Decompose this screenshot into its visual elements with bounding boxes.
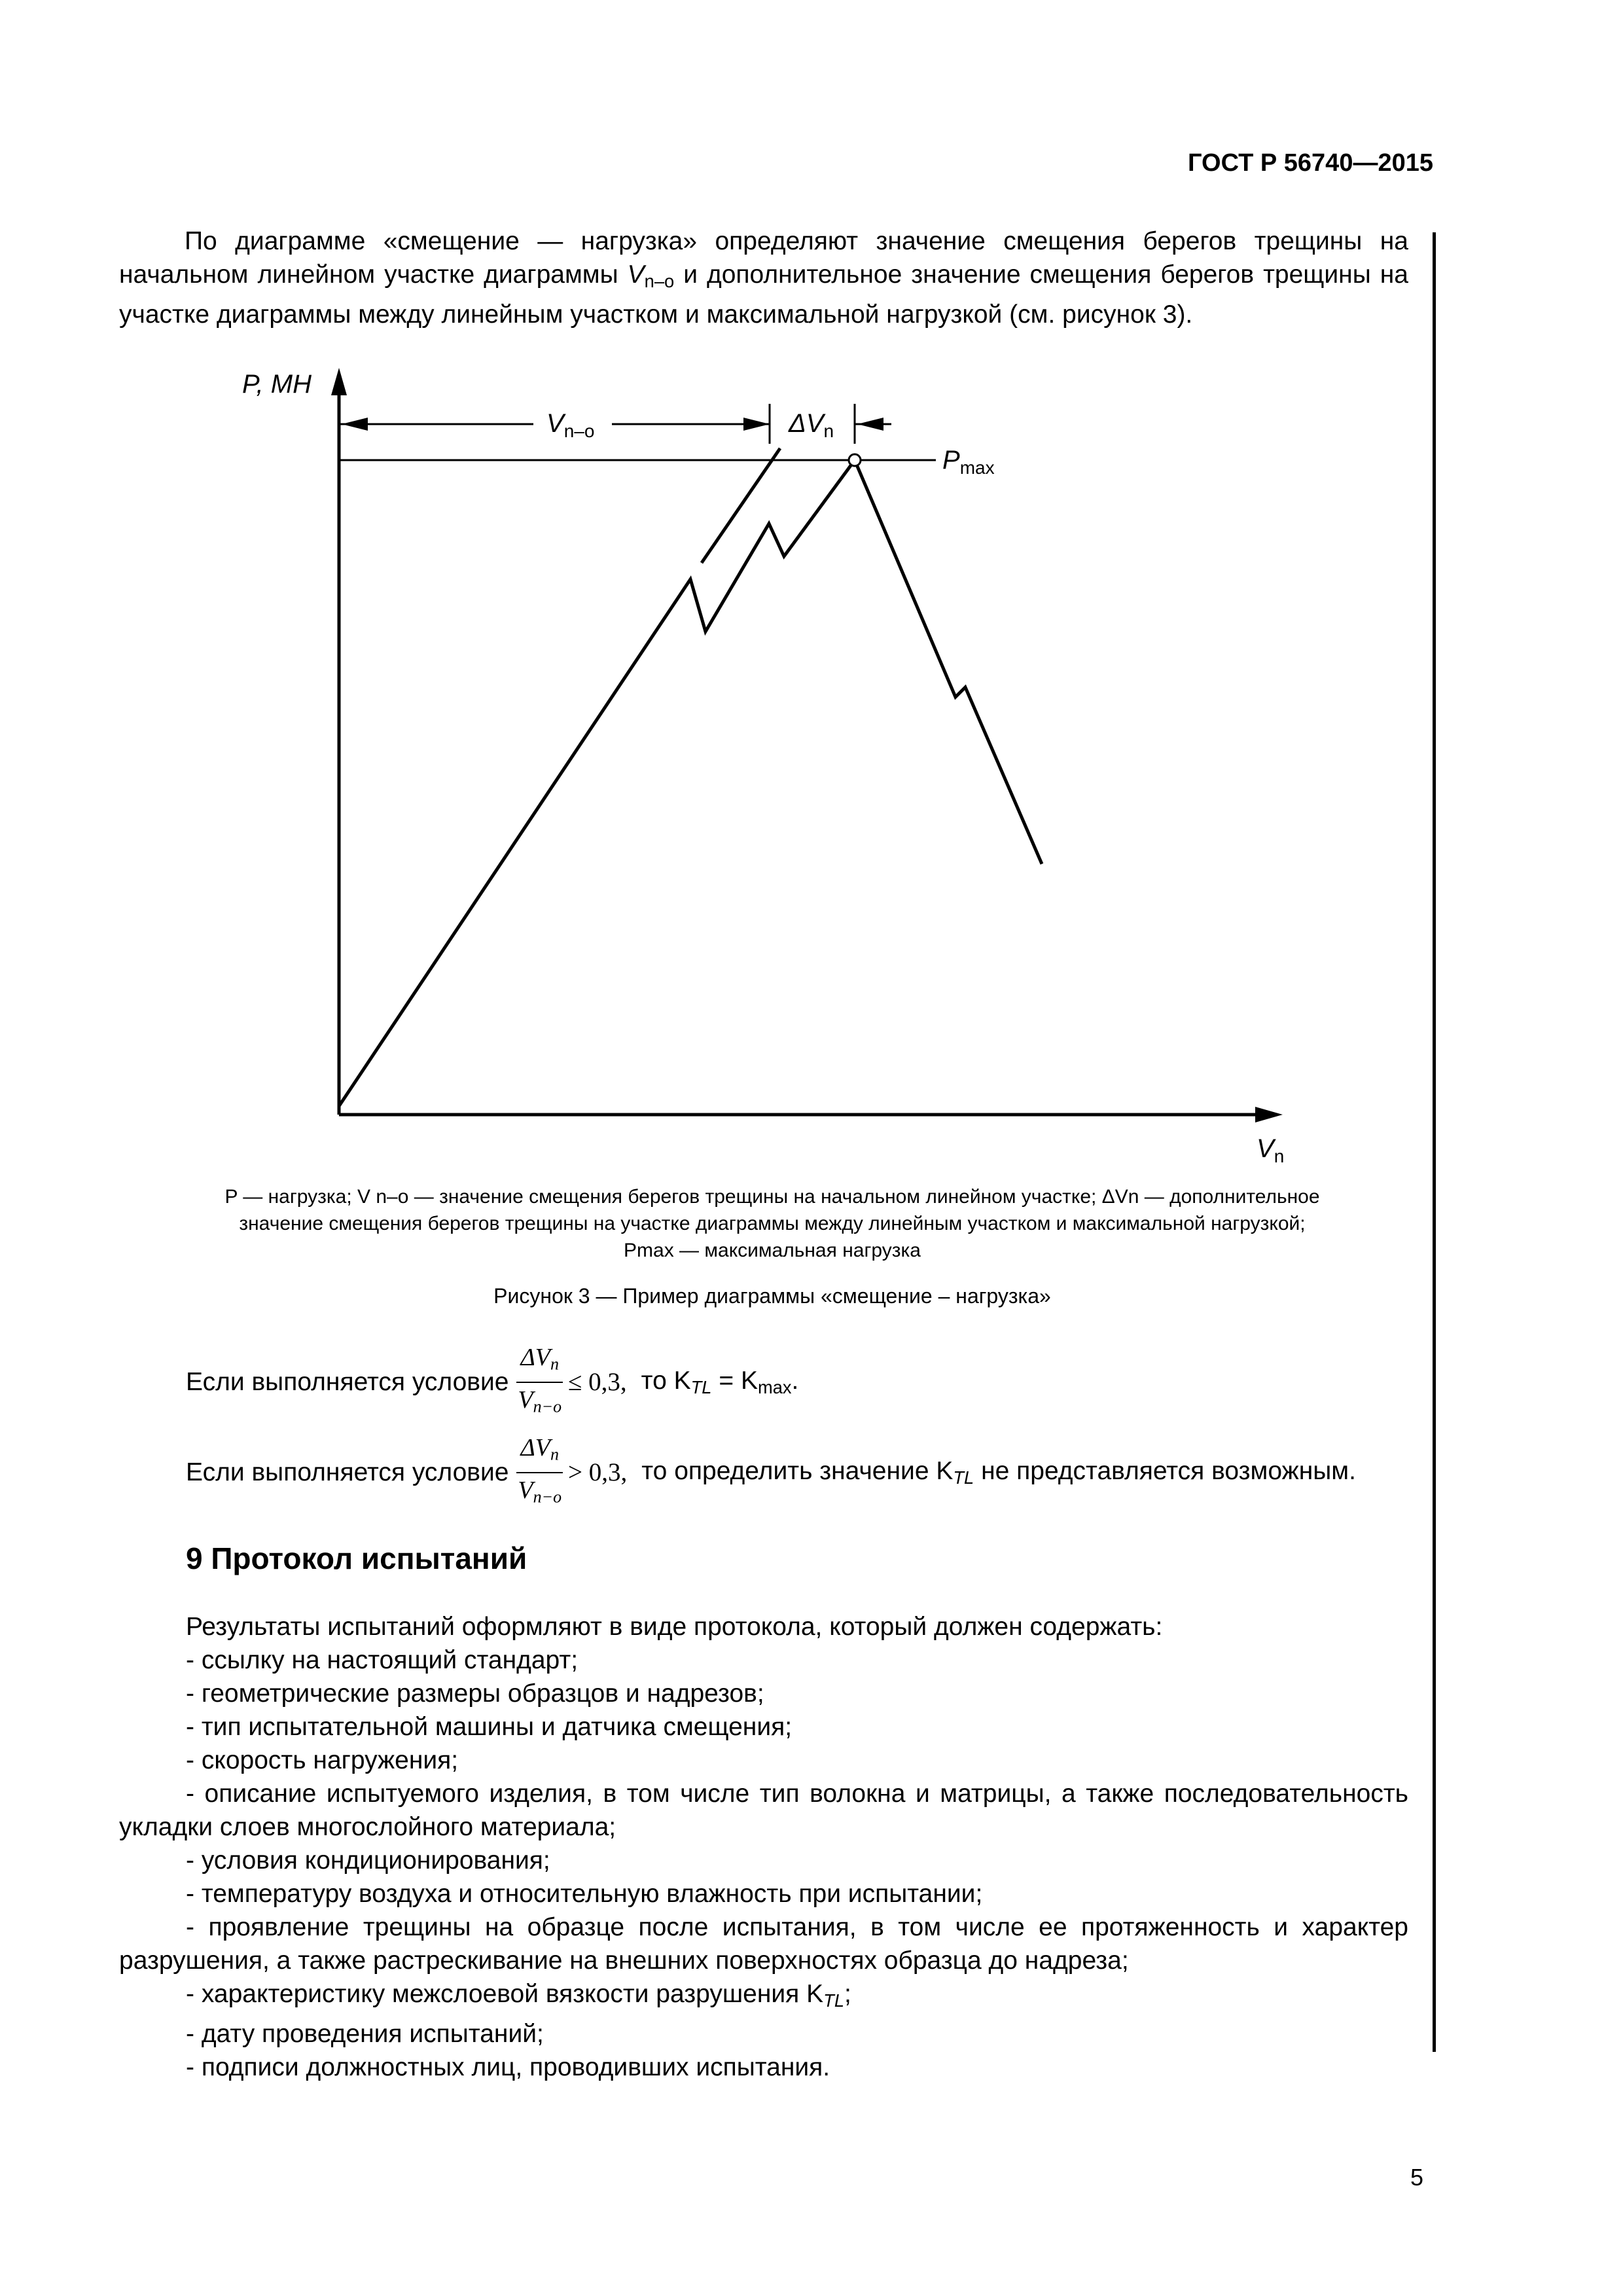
legend-line-1: P — нагрузка; V n–o — значение смещения берегов трещины на начальном линейном участке; ΔVn — дополнительное (224, 1186, 1320, 1208)
condition-2-prefix: Если выполняется условие (186, 1458, 509, 1486)
document-header: ГОСТ Р 56740—2015 (1188, 149, 1433, 177)
protocol-list (119, 1610, 1408, 2084)
fraction-numerator: $\Delta V_n$ (516, 1343, 563, 1383)
x-axis-arrow (1255, 1107, 1283, 1122)
list-item: - геометрические размеры образцов и надрезов; (186, 1679, 764, 1708)
vno-arrow-right (743, 418, 770, 431)
vno-label: $V_{n-o}$ (546, 409, 595, 441)
page-number: 5 (1410, 2164, 1424, 2191)
legend-line-2: значение смещения берегов трещины на участке диаграммы между линейным участком и максимальной нагрузкой; (239, 1213, 1306, 1234)
intro-v-subscript: n–o (644, 270, 675, 291)
list-item: - тип испытательной машины и датчика смещения; (186, 1713, 793, 1741)
condition-1 (186, 1343, 798, 1421)
dvn-label: $\Delta V_n$ (789, 409, 834, 441)
list-item: - проявление трещины на образце после испытания, в том числе ее протяженность и характер разрушения, а также растрескивание на внешних поверхностях образца до надреза; (119, 1913, 1408, 1975)
figure-legend (157, 1183, 1387, 1264)
pmax-point (849, 454, 861, 466)
list-item: - подписи должностных лиц, проводивших испытания. (186, 2053, 830, 2081)
list-item: - температуру воздуха и относительную влажность при испытании; (186, 1880, 983, 1908)
y-axis-arrow (331, 368, 347, 395)
fraction-denominator: $V_{n-o}$ (518, 1476, 562, 1506)
fraction-numerator: $\Delta V_n$ (516, 1433, 563, 1473)
figure-caption: Рисунок 3 — Пример диаграммы «смещение – нагрузка» (493, 1284, 1051, 1308)
protocol-lead: Результаты испытаний оформляют в виде протокола, который должен содержать: (186, 1613, 1163, 1641)
condition-1-prefix: Если выполняется условие (186, 1367, 509, 1396)
list-item: - ссылку на настоящий стандарт; (186, 1646, 579, 1674)
vno-arrow-left (342, 418, 368, 431)
ratio-fraction-1 (516, 1343, 563, 1421)
intro-v-symbol: V (627, 260, 645, 289)
list-item: - описание испытуемого изделия, в том числе тип волокна и матрицы, а также последовательность укладки слоев многослойного материала; (119, 1780, 1408, 1841)
linear-extrapolation-line (702, 448, 780, 563)
list-item: - дату проведения испытаний; (186, 2019, 544, 2048)
intro-text-1: По диаграмме «смещение — нагрузка» определяют значение смещения берегов трещины на начальном линейном участке диаграммы (119, 227, 1408, 289)
condition-1-result: то $K_{TL} = K_{max}$. (641, 1366, 799, 1397)
intro-text-2: и дополнительное значение смещения берегов трещины на участке диаграммы между линейным участком и максимальной нагрузкой (см. рисунок 3). (119, 260, 1408, 329)
condition-2-result: то определить значение $K_{TL}$ не представляется возможным. (641, 1456, 1356, 1488)
condition-2-relation: > 0,3, (568, 1458, 628, 1486)
legend-line-3: Pmax — максимальная нагрузка (624, 1240, 921, 1261)
ratio-fraction-2 (516, 1433, 563, 1511)
y-axis-label: P, МН (242, 370, 312, 399)
list-item: - скорость нагружения; (186, 1746, 459, 1774)
pmax-label: $P_{max}$ (942, 446, 995, 478)
list-item: - характеристику межслоевой вязкости разрушения $K_{TL}$; (186, 1980, 851, 2011)
load-curve (339, 460, 1042, 1106)
list-item: - условия кондиционирования; (186, 1846, 550, 1874)
condition-1-relation: ≤ 0,3, (568, 1368, 627, 1396)
fraction-denominator: $V_{n-o}$ (518, 1386, 562, 1416)
x-axis-label: $V_n$ (1257, 1134, 1285, 1166)
dvn-arrow (857, 418, 883, 431)
section-title: 9 Протокол испытаний (186, 1541, 527, 1575)
condition-2 (186, 1433, 1356, 1511)
